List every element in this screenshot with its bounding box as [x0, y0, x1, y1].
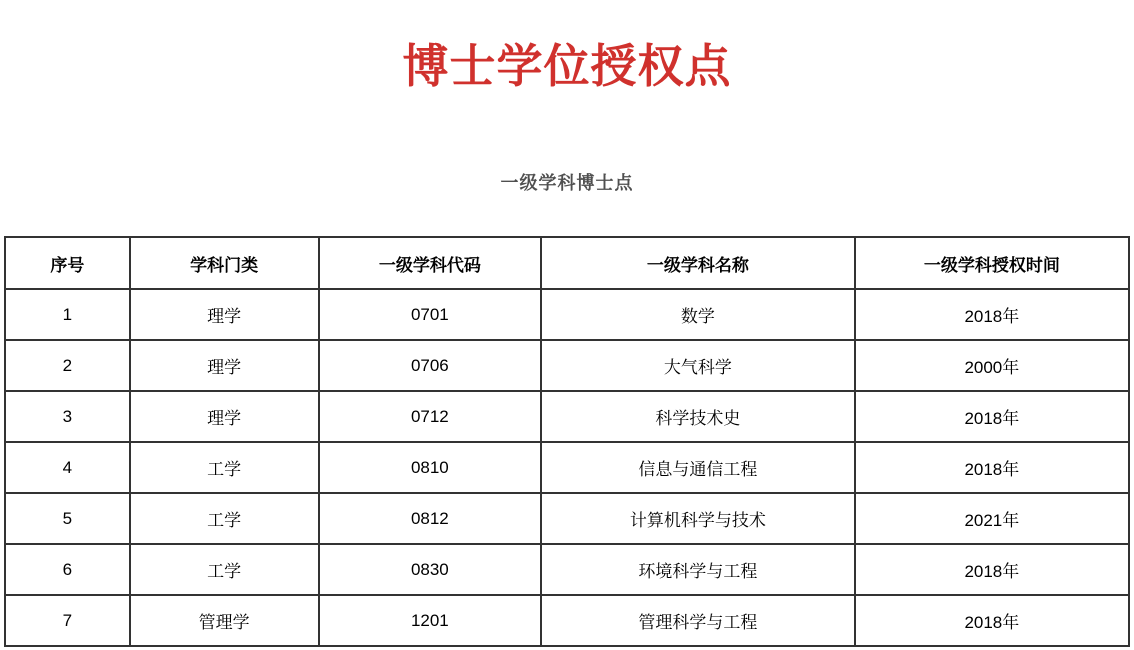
cell-code: 0812	[319, 493, 542, 544]
cell-time: 2018年	[855, 544, 1129, 595]
table-row	[5, 391, 1129, 442]
cell-name: 信息与通信工程	[541, 442, 855, 493]
cell-time: 2018年	[855, 595, 1129, 646]
cell-category: 工学	[130, 442, 319, 493]
cell-code: 0810	[319, 442, 542, 493]
column-header-index: 序号	[5, 237, 130, 289]
table-row	[5, 493, 1129, 544]
page-subtitle: 一级学科博士点	[500, 173, 634, 194]
cell-name: 科学技术史	[541, 391, 855, 442]
page-title: 博士学位授权点	[402, 40, 732, 92]
cell-index: 5	[5, 493, 130, 544]
table-header-row	[5, 237, 1129, 289]
cell-time: 2018年	[855, 289, 1129, 340]
cell-name: 数学	[541, 289, 855, 340]
cell-code: 0830	[319, 544, 542, 595]
table-row	[5, 595, 1129, 646]
table-body	[5, 289, 1129, 646]
table-row	[5, 289, 1129, 340]
cell-name: 管理科学与工程	[541, 595, 855, 646]
table-row	[5, 442, 1129, 493]
cell-index: 6	[5, 544, 130, 595]
cell-index: 1	[5, 289, 130, 340]
cell-index: 7	[5, 595, 130, 646]
cell-index: 4	[5, 442, 130, 493]
cell-code: 1201	[319, 595, 542, 646]
cell-code: 0712	[319, 391, 542, 442]
column-header-code: 一级学科代码	[319, 237, 542, 289]
cell-index: 2	[5, 340, 130, 391]
table-row	[5, 544, 1129, 595]
cell-category: 理学	[130, 340, 319, 391]
cell-category: 理学	[130, 391, 319, 442]
column-header-name: 一级学科名称	[541, 237, 855, 289]
doctoral-authorization-table	[4, 236, 1130, 647]
cell-name: 大气科学	[541, 340, 855, 391]
cell-index: 3	[5, 391, 130, 442]
cell-time: 2021年	[855, 493, 1129, 544]
cell-category: 管理学	[130, 595, 319, 646]
cell-name: 计算机科学与技术	[541, 493, 855, 544]
cell-category: 工学	[130, 493, 319, 544]
cell-time: 2018年	[855, 391, 1129, 442]
table-row	[5, 340, 1129, 391]
cell-code: 0701	[319, 289, 542, 340]
cell-code: 0706	[319, 340, 542, 391]
cell-name: 环境科学与工程	[541, 544, 855, 595]
column-header-category: 学科门类	[130, 237, 319, 289]
cell-category: 工学	[130, 544, 319, 595]
cell-time: 2018年	[855, 442, 1129, 493]
cell-time: 2000年	[855, 340, 1129, 391]
cell-category: 理学	[130, 289, 319, 340]
column-header-time: 一级学科授权时间	[855, 237, 1129, 289]
